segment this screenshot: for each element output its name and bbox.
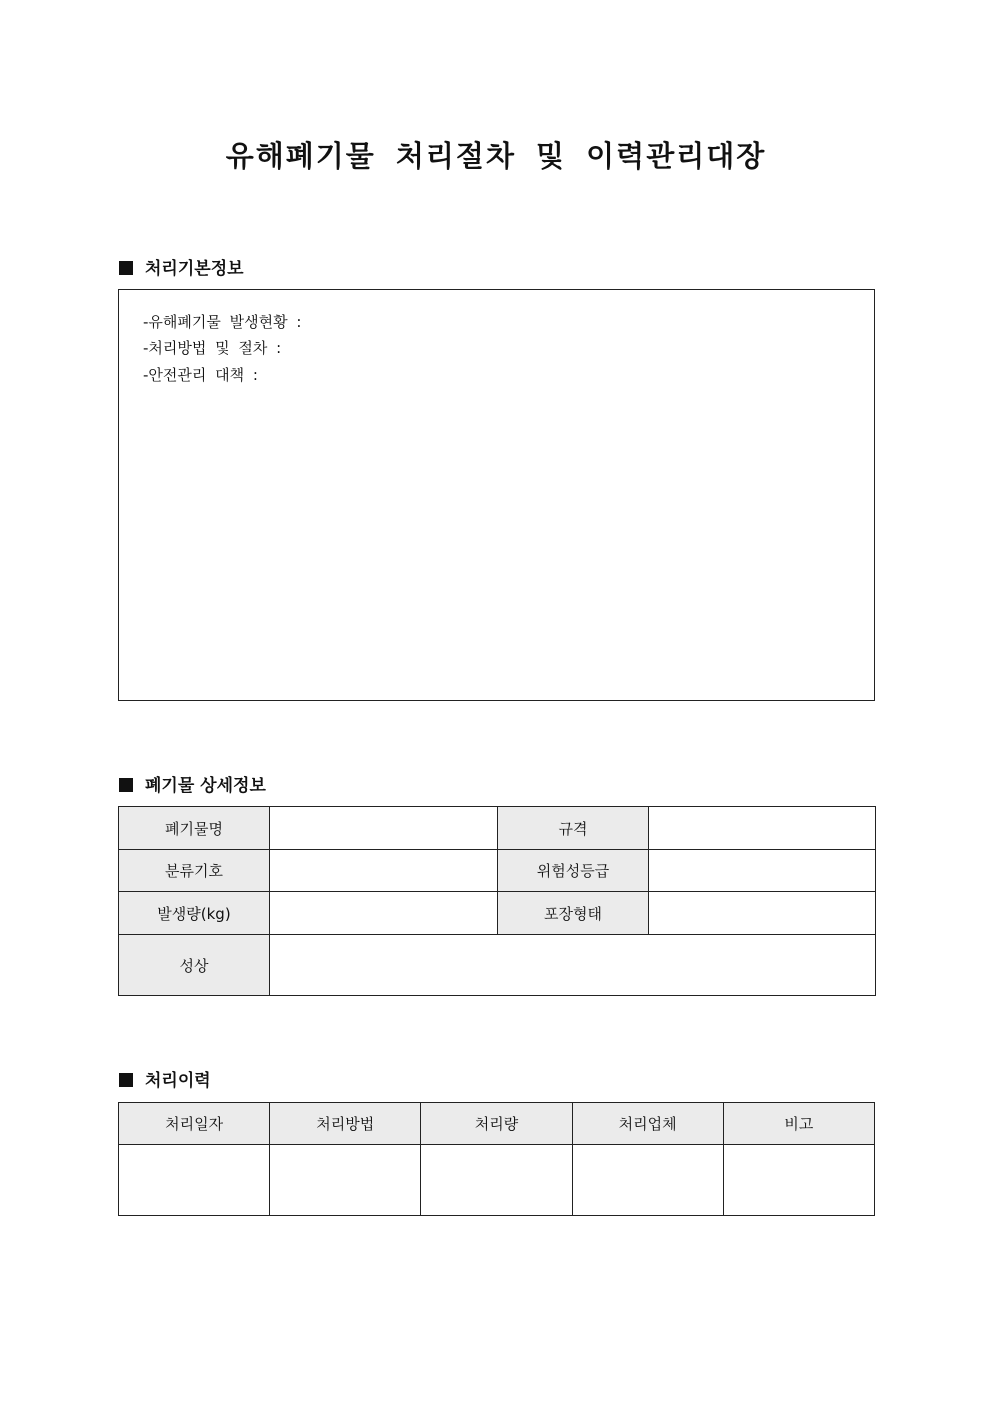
value-state[interactable]	[270, 935, 876, 996]
basic-info-box[interactable]	[118, 289, 875, 701]
cell-company[interactable]	[572, 1145, 723, 1216]
cell-amount[interactable]	[421, 1145, 572, 1216]
cell-note[interactable]	[723, 1145, 874, 1216]
square-bullet-icon	[119, 778, 133, 792]
label-state: 성상	[119, 935, 270, 996]
section-heading-detail	[119, 771, 266, 796]
value-class-code[interactable]	[270, 850, 498, 892]
section-heading-text: 처리기본정보	[145, 259, 244, 279]
col-date: 처리일자	[119, 1103, 270, 1145]
col-amount: 처리량	[421, 1103, 572, 1145]
value-hazard-grade[interactable]	[649, 850, 876, 892]
section-heading-text: 처리이력	[145, 1071, 211, 1091]
col-note: 비고	[723, 1103, 874, 1145]
cell-method[interactable]	[270, 1145, 421, 1216]
label-spec: 규격	[498, 807, 649, 850]
label-waste-name: 폐기물명	[119, 807, 270, 850]
document-title: 유해폐기물 처리절차 및 이력관리대장	[225, 139, 767, 173]
detail-table	[118, 806, 876, 996]
section-heading-text: 폐기물 상세정보	[145, 776, 266, 796]
col-method: 처리방법	[270, 1103, 421, 1145]
value-amount[interactable]	[270, 892, 498, 935]
section-heading-basic-info	[119, 254, 244, 279]
cell-date[interactable]	[119, 1145, 270, 1216]
value-packaging[interactable]	[649, 892, 876, 935]
square-bullet-icon	[119, 1073, 133, 1087]
col-company: 처리업체	[572, 1103, 723, 1145]
label-amount: 발생량(kg)	[119, 892, 270, 935]
square-bullet-icon	[119, 261, 133, 275]
label-hazard-grade: 위험성등급	[498, 850, 649, 892]
value-spec[interactable]	[649, 807, 876, 850]
info-line-generation: -유해폐기물 발생현황 :	[143, 313, 302, 331]
info-line-method: -처리방법 및 절차 :	[143, 339, 282, 357]
label-class-code: 분류기호	[119, 850, 270, 892]
info-line-safety: -안전관리 대책 :	[143, 366, 258, 384]
section-heading-history	[119, 1066, 211, 1091]
history-table	[118, 1102, 875, 1216]
label-packaging: 포장형태	[498, 892, 649, 935]
value-waste-name[interactable]	[270, 807, 498, 850]
